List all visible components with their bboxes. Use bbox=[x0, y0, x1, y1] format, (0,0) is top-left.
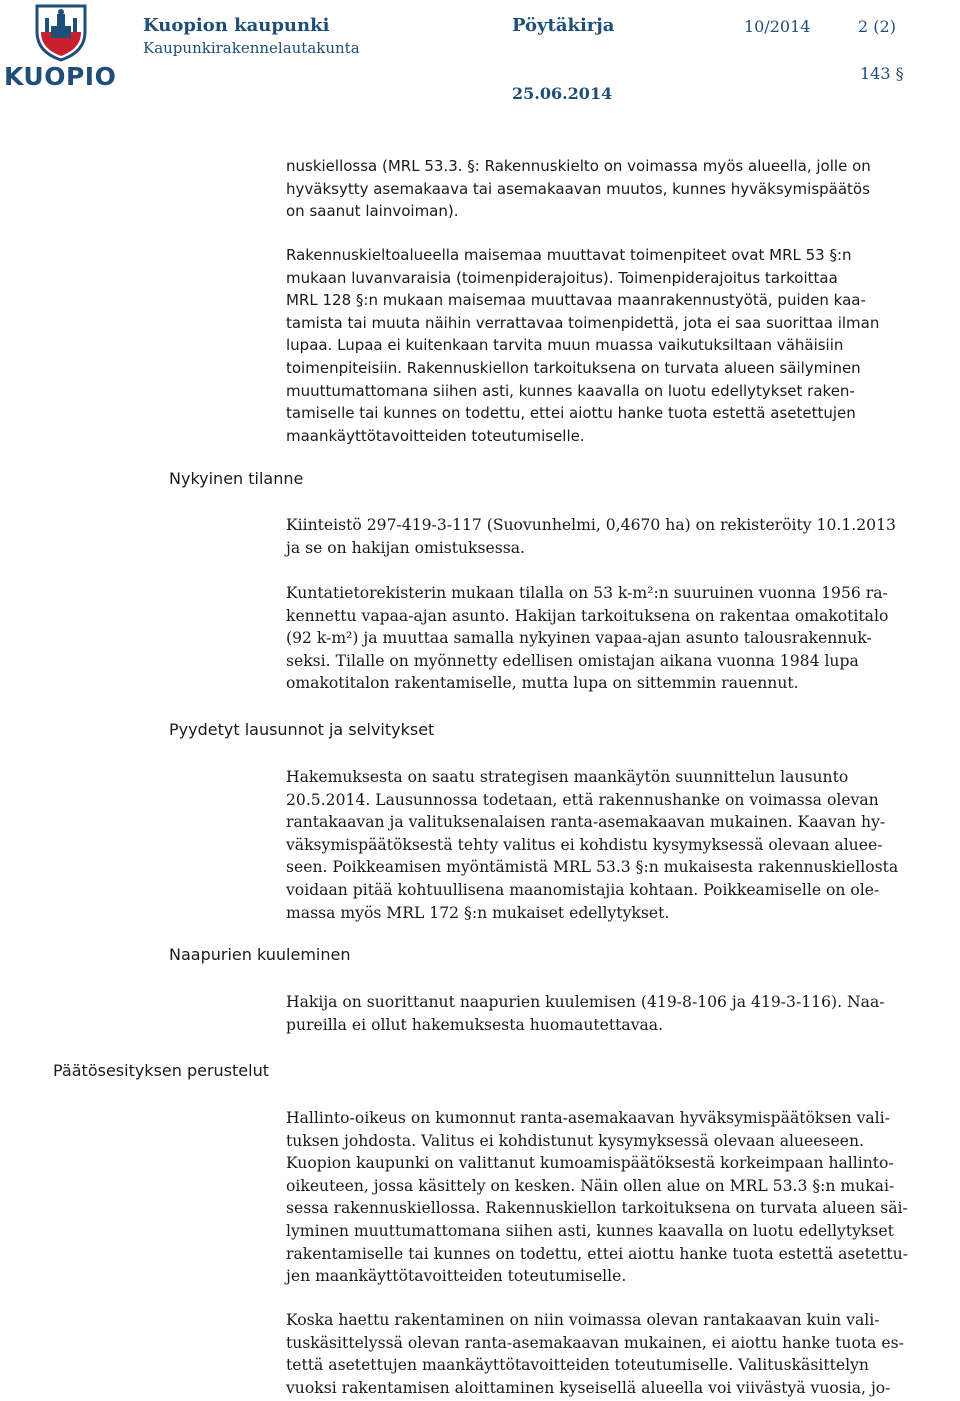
paragraph-conclusion: Koska haettu rakentaminen on niin voimassa olevan rantakaavan kuin vali- tuskäsittelyssä olevan ranta-asemakaavan mukainen, ei aiottu hanke tuota es- tettä asetettujen maankäyttötavoitteiden toteutumiselle. Valituskäsittelyn vuoksi rakentamisen aloittaminen kyseisellä alueella voi viivästyä vuosia, jo- bbox=[286, 1311, 904, 1397]
section-number: 143 § bbox=[860, 64, 904, 83]
board-name: Kaupunkirakennelautakunta bbox=[143, 39, 360, 57]
kuopio-logo bbox=[0, 0, 117, 100]
label-neighbours: Naapurien kuuleminen bbox=[169, 945, 351, 964]
paragraph-property: Kiinteistö 297-419-3-117 (Suovunhelmi, 0,4670 ha) on rekisteröity 10.1.2013 ja se on hakijan omistuksessa. bbox=[286, 516, 896, 557]
page-number: 2 (2) bbox=[858, 17, 896, 36]
paragraph-action-restriction: Rakennuskieltoalueella maisemaa muuttavat toimenpiteet ovat MRL 53 §:n mukaan luvanvaraisia (toimenpiderajoitus). Toimenpiderajoitus tarkoittaa MRL 128 §:n mukaan maisemaa muuttavaa maanrakennustyötä, puiden kaa- tamista tai muuta näihin verrattavaa toimenpidettä, jota ei saa suorittaa ilman lupaa. Lupaa ei kuitenkaan tarvita muun muassa vaikutuksiltaan vähäisiin toimenpiteisiin. Rakennuskiellon tarkoituksena on turvata alueen säilyminen muuttumattomana siihen asti, kunnes kaavalla on luotu edellytykset raken- tamiselle tai kunnes on todettu, ettei aiottu hanke tuota estettä asetettujen maankäyttötavoitteiden toteutumiselle. bbox=[286, 246, 880, 445]
paragraph-neighbours: Hakija on suorittanut naapurien kuulemisen (419-8-106 ja 419-3-116). Naa- pureilla ei ollut hakemuksesta huomautettavaa. bbox=[286, 993, 885, 1034]
meeting-date: 25.06.2014 bbox=[512, 84, 613, 103]
issue-number: 10/2014 bbox=[744, 17, 811, 36]
logo-wordmark: KUOPIO bbox=[4, 62, 117, 91]
label-grounds: Päätösesityksen perustelut bbox=[53, 1061, 270, 1080]
paragraph-statement: Hakemuksesta on saatu strategisen maankäytön suunnittelun lausunto 20.5.2014. Lausunnossa todetaan, että rakennushanke on voimassa olevan rantakaavan ja valituksenalaisen ranta-asemakaavan mukainen. Kaavan hy- väksymispäätöksestä tehty valitus ei kohdistu kysymyksessä olevaan aluee- seen. Poikkeamisen myöntämistä MRL 53.3 §:n mukaisesta rakennuskiellosta voidaan pitää kohtuullisena maanomistajia kohtaan. Poikkeamiselle on ole- massa myös MRL 172 §:n mukaiset edellytykset. bbox=[286, 768, 899, 922]
city-name: Kuopion kaupunki bbox=[143, 15, 330, 36]
paragraph-building-ban: nuskiellossa (MRL 53.3. §: Rakennuskielto on voimassa myös alueella, jolle on hyväksytty asemakaava tai asemakaavan muutos, kunnes hyväksymispäätös on saanut lainvoiman). bbox=[286, 157, 871, 221]
label-statements: Pyydetyt lausunnot ja selvitykset bbox=[169, 720, 435, 739]
paragraph-court: Hallinto-oikeus on kumonnut ranta-asemakaavan hyväksymispäätöksen vali- tuksen johdosta. Valitus ei kohdistunut kysymyksessä olevaan alueeseen. Kuopion kaupunki on valittanut kumoamispäätöksestä korkeimpaan hallinto- oikeuteen, jossa käsittely on kesken. Näin ollen alue on MRL 53.3 §:n mukai- sessa rakennuskiellossa. Rakennuskiellon tarkoituksena on turvata alueen säi- lyminen muuttumattomana siihen asti, kunnes kaavalla on luotu edellytykset rakentamiselle tai kunnes on todettu, ettei aiottu hanke tuota estettä asetettu- jen maankäyttötavoitteiden toteutumiselle. bbox=[286, 1109, 908, 1286]
label-current-state: Nykyinen tilanne bbox=[169, 469, 304, 488]
paragraph-current-building: Kuntatietorekisterin mukaan tilalla on 53 k-m²:n suuruinen vuonna 1956 ra- kennettu vapaa-ajan asunto. Hakijan tarkoituksena on rakentaa omakotitalo (92 k-m²) ja muuttaa samalla nykyinen vapaa-ajan asunto talousrakennuk- seksi. Tilalle on myönnetty edellisen omistajan aikana vuonna 1984 lupa omakotitalon rakentamiselle, mutta lupa on sittemmin rauennut. bbox=[286, 584, 889, 693]
coat-of-arms-icon bbox=[31, 2, 91, 62]
document-type: Pöytäkirja bbox=[512, 15, 615, 36]
